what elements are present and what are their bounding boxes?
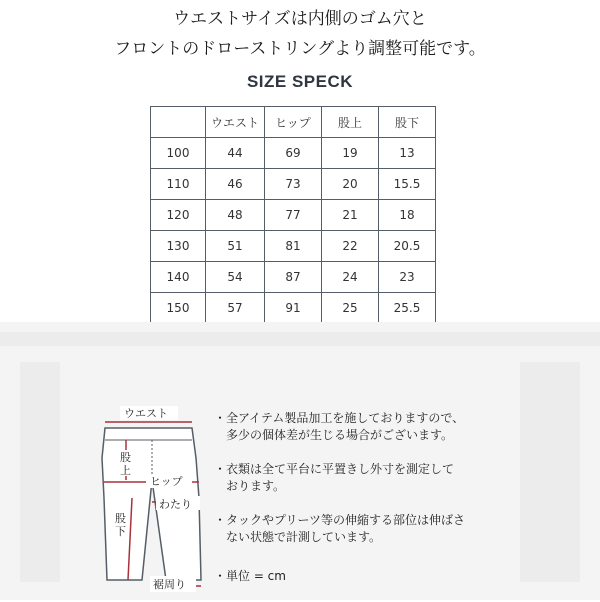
table-cell: 15.5 xyxy=(379,169,436,200)
table-cell: 150 xyxy=(151,293,206,324)
table-cell: 81 xyxy=(265,231,322,262)
table-cell: 57 xyxy=(206,293,265,324)
note-1-line-b: 多少の個体差が生じる場合がございます。 xyxy=(214,428,454,442)
rise-label-2: 上 xyxy=(120,464,131,477)
table-cell: 13 xyxy=(379,138,436,169)
table-cell: 120 xyxy=(151,200,206,231)
table-header-row xyxy=(151,107,436,138)
inseam-label-1: 股 xyxy=(115,512,126,525)
table-cell: 22 xyxy=(322,231,379,262)
table-cell: 110 xyxy=(151,169,206,200)
inseam-label-2: 下 xyxy=(115,525,126,538)
note-1 xyxy=(214,410,514,444)
table-cell: 130 xyxy=(151,231,206,262)
table-cell: 46 xyxy=(206,169,265,200)
pants-measurement-diagram xyxy=(80,398,230,600)
table-cell: 25.5 xyxy=(379,293,436,324)
table-row xyxy=(151,231,436,262)
table-cell: 77 xyxy=(265,200,322,231)
table-cell: 140 xyxy=(151,262,206,293)
watermark-band xyxy=(20,362,60,582)
note-2 xyxy=(214,461,514,495)
table-cell: 19 xyxy=(322,138,379,169)
hip-label: ヒップ xyxy=(150,475,183,488)
notes xyxy=(214,410,514,602)
table-cell: 20.5 xyxy=(379,231,436,262)
rise-label-1: 股 xyxy=(120,451,131,464)
note-3-line-a: ・タックやプリーツ等の伸縮する部位は伸ばさ xyxy=(214,513,466,527)
size-table xyxy=(150,106,436,355)
table-cell: 73 xyxy=(265,169,322,200)
table-cell: 44 xyxy=(206,138,265,169)
size-chart-title: SIZE SPECK xyxy=(246,72,354,91)
table-row xyxy=(151,169,436,200)
table-cell: 87 xyxy=(265,262,322,293)
watermark-band xyxy=(0,332,600,346)
header-cell: 股上 xyxy=(322,107,379,138)
intro-line-1: ウエストサイズは内側のゴム穴と xyxy=(173,9,427,29)
header-cell xyxy=(151,107,206,138)
thigh-label: わたり xyxy=(159,498,192,511)
waist-label: ウエスト xyxy=(124,407,168,420)
note-2-line-b: おります。 xyxy=(214,479,286,493)
table-cell: 69 xyxy=(265,138,322,169)
table-cell: 24 xyxy=(322,262,379,293)
table-cell: 51 xyxy=(206,231,265,262)
table-cell: 20 xyxy=(322,169,379,200)
table-cell: 18 xyxy=(379,200,436,231)
table-row xyxy=(151,138,436,169)
hem-label: 裾周り xyxy=(153,578,186,591)
table-cell: 100 xyxy=(151,138,206,169)
intro-line-2: フロントのドローストリングより調整可能です。 xyxy=(114,39,486,59)
table-cell: 25 xyxy=(322,293,379,324)
table-row xyxy=(151,293,436,324)
header-cell: ヒップ xyxy=(265,107,322,138)
note-3 xyxy=(214,512,514,546)
table-cell: 21 xyxy=(322,200,379,231)
header-cell: 股下 xyxy=(379,107,436,138)
table-cell: 23 xyxy=(379,262,436,293)
note-3-line-b: ない状態で計測しています。 xyxy=(214,530,382,544)
table-cell: 48 xyxy=(206,200,265,231)
note-2-line-a: ・衣類は全て平台に平置きし外寸を測定して xyxy=(214,462,455,476)
header-cell: ウエスト xyxy=(206,107,265,138)
table-row xyxy=(151,262,436,293)
table-cell: 54 xyxy=(206,262,265,293)
note-1-line-a: ・全アイテム製品加工を施しておりますので、 xyxy=(214,411,465,425)
table-cell: 91 xyxy=(265,293,322,324)
table-row xyxy=(151,200,436,231)
watermark-band xyxy=(520,362,580,582)
unit-note: ・単位 = cm xyxy=(214,569,286,583)
